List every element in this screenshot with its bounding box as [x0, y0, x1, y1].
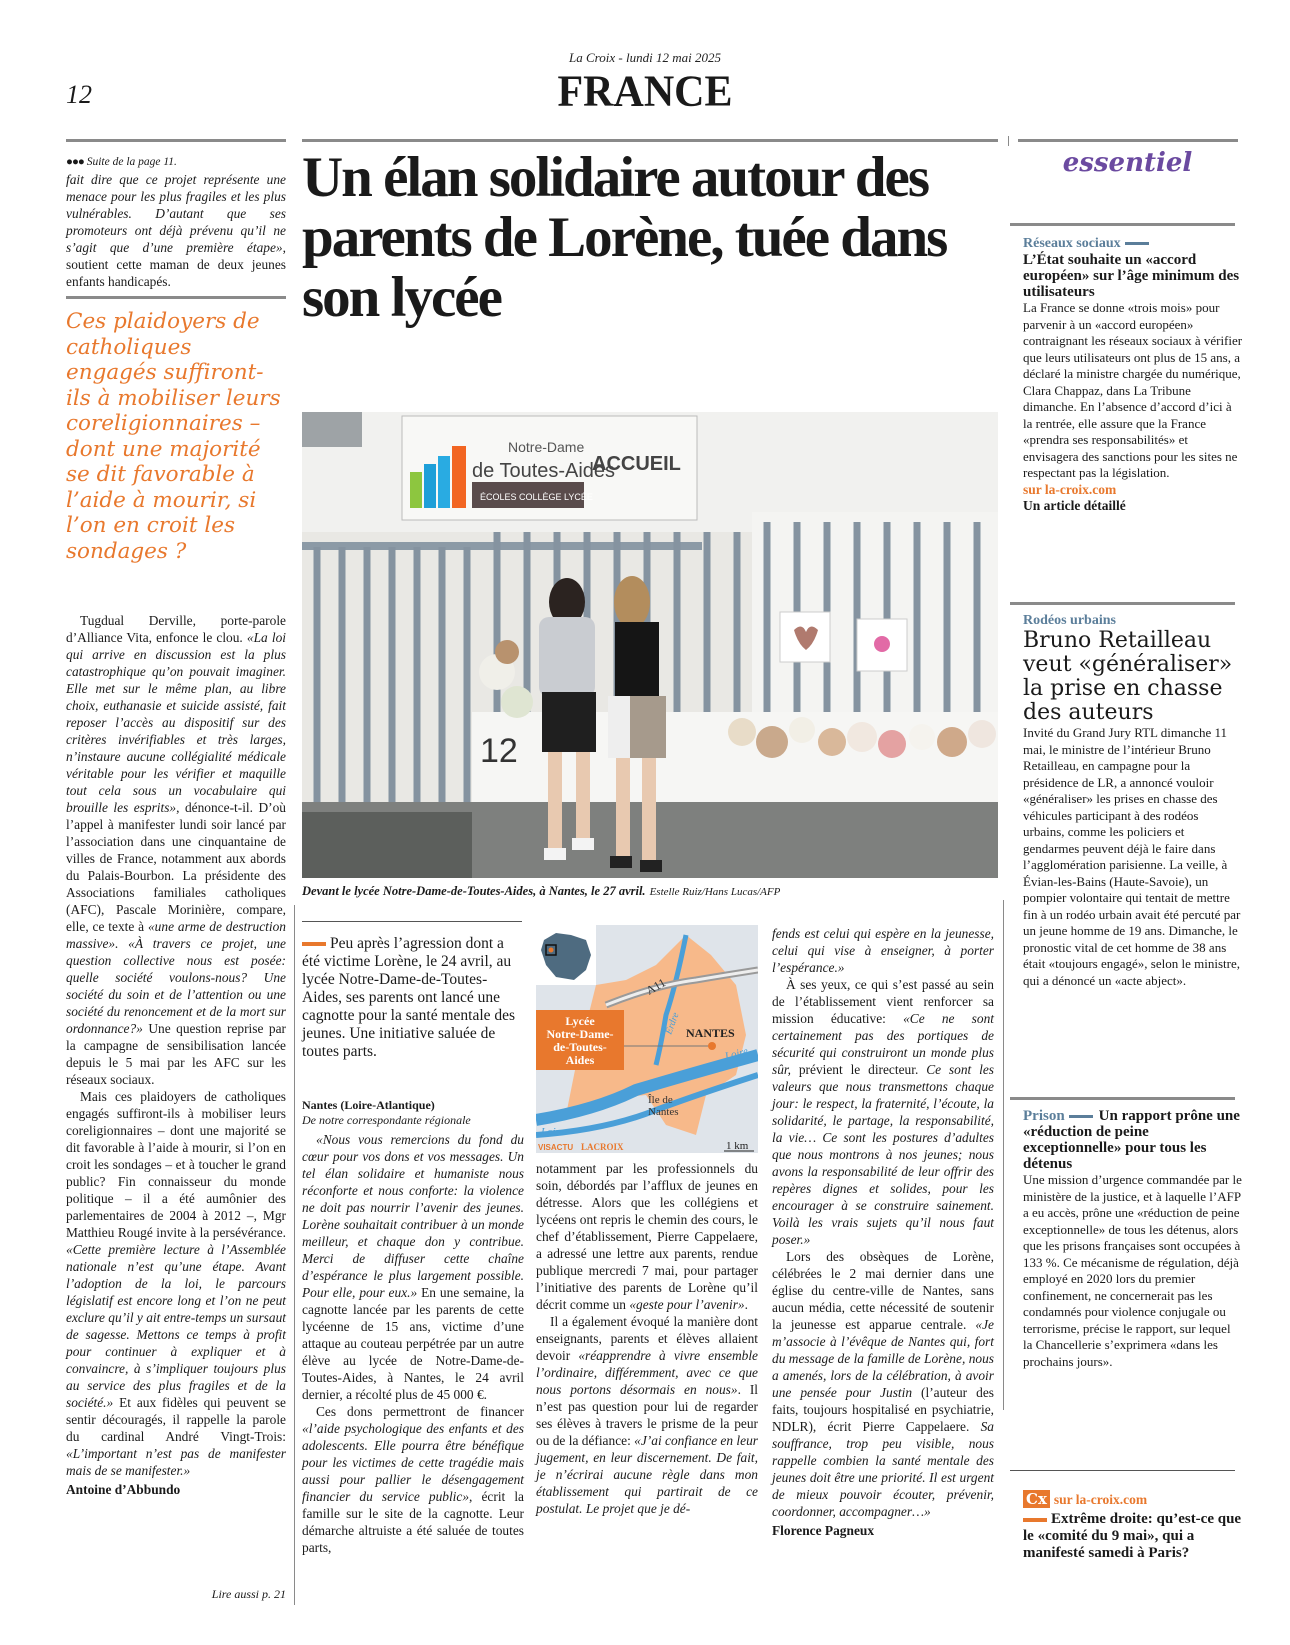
- body-paragraph: «Nous vous remercions du fond du cœur pour vos dons et vos messages. Un tel élan solidaire et humaniste nous réconforte et nous conforte: la violence ne doit pas nourrir l’avenir des jeunes. Lorène souhaitait contribuer à un monde meilleur, et chaque don y contribue. Merci de diffuser cette chaîne d’espérance le plus largement possible. Pour elle, pour eux.» En une semaine, la cagnotte lancée par les parents de cette lycéenne de 15 ans, victime d’une attaque au couteau perpétrée par un autre élève au lycée de Notre-Dame-de-Toutes-Aides, à Nantes, le 24 avril dernier, a récolté plus de 45 000 €.: [302, 1132, 525, 1402]
- divider: [1018, 139, 1238, 142]
- column-divider: [1003, 900, 1004, 1410]
- brief-title: L’État souhaite un «accord européen» sur l’âge minimum des utilisateurs: [1023, 252, 1240, 300]
- la-croix-logo-icon: Cx: [1023, 1490, 1050, 1508]
- author-signature: Antoine d’Abbundo: [66, 1482, 181, 1497]
- correspondent-label: De notre correspondante régionale: [302, 1113, 471, 1127]
- nantes-map: [536, 925, 758, 1153]
- article-column-2: [536, 1160, 758, 1517]
- svg-text:Île de: Île de: [648, 1094, 673, 1106]
- divider: [302, 139, 998, 142]
- dash-icon: [1125, 242, 1149, 245]
- brief-kicker: Rodéos urbains: [1023, 613, 1116, 628]
- detailed-article-link[interactable]: Un article détaillé: [1023, 497, 1126, 513]
- svg-text:Aides: Aides: [565, 1053, 595, 1067]
- divider: [1010, 1470, 1235, 1471]
- article-column-1: [302, 1131, 524, 1556]
- body-paragraph: Tugdual Derville, porte-parole d’Alliance Vita, enfonce le clou. «La loi qui arrive en discussion est la plus catastrophique qu’on pouvait imaginer. Elle met sur le même plan, au libre choix, euthanasie et suicide assisté, fait reposer l’accès au dispositif sur des critères invérifiables et très larges, n’instaure aucune collégialité médicale véritable pour les vérifier et maquille tout cela sous un vocabulaire qui brouille les esprits», dénonce-t-il. D’où l’appel à manifester lundi soir lancé par l’association dans une cinquantaine de villes de France, notamment aux abords du Palais-Bourbon. La présidente des Associations familiales catholiques (AFC), Pascale Morinière, compare, elle, ce texte à «une arme de destruction massive». «À travers ce projet, une question collective nous est posée: quelle société voulons-nous? Une société du soin et de l’attention ou une société du renoncement et de la mort sur ordonnance?» Une question reprise par la campagne de sensibilisation lancée depuis le 5 mai par les AFC sur les réseaux sociaux.: [66, 613, 287, 1087]
- body-paragraph: Il a également évoqué la manière dont enseignants, parents et élèves allaient devoir «réapprendre à vivre ensemble l’ordinaire, différemment, avec ce que nous portons désormais en nous». Il n’est pas question pour lui de regarder ses élèves à travers le prisme de la peur ou de la défiance: «J’ai confiance en leur jugement, en leur discernement. De fait, je n’écrirai aucune règle dans mon établissement qui partirait de ce postulat. Le projet que je dé-: [536, 1314, 759, 1516]
- svg-text:ÉCOLES COLLÈGE LYCÉE: ÉCOLES COLLÈGE LYCÉE: [480, 492, 593, 502]
- locator-map: [536, 925, 758, 1153]
- svg-text:Loire: Loire: [723, 1045, 750, 1063]
- continuation-text: fait dire que ce projet représente une menace pour les plus fragiles et les plus vulnérables. D’autant que ses promoteurs ont déjà prévenu qu’il ne s’agit que d’une première étape», soutient cette maman de deux jeunes enfants handicapés.: [66, 172, 286, 289]
- dash-icon: [1069, 1115, 1093, 1118]
- masthead-date: La Croix - lundi 12 mai 2025: [569, 50, 721, 65]
- photo-illustration: [302, 412, 998, 878]
- left-column: [66, 154, 286, 1498]
- svg-text:Notre-Dame-: Notre-Dame-: [546, 1027, 614, 1041]
- svg-text:ACCUEIL: ACCUEIL: [592, 453, 681, 475]
- brief-kicker: Réseaux sociaux: [1023, 236, 1243, 252]
- body-paragraph: Lors des obsèques de Lorène, célébrées le 2 mai dernier dans une église du centre-ville de Nantes, sans aucun média, cette nécessité de soutenir la jeunesse est apparue centrale. «Je m’associe à l’évêque de Nantes qui, fort du message de la famille de Lorène, nous a amenés, lors de la célébration, à avoir une pensée pour Justin (l’auteur des faits, toujours hospitalisé en psychiatrie, NDLR), écrit Pierre Cappelaere. Sa souffrance, trop peu visible, nous rappelle combien la santé mentale des jeunes doit être une priorité. Il est urgent de mieux pouvoir écouter, prévenir, coordonner, accompagner…»: [772, 1249, 994, 1519]
- svg-text:Notre-Dame: Notre-Dame: [508, 439, 585, 455]
- divider: [66, 139, 286, 142]
- continuation-label: ●●● Suite de la page 11.: [66, 156, 177, 168]
- promo-title[interactable]: Extrême droite: qu’est-ce que le «comité du 9 mai», qui a manifesté samedi à Paris?: [1023, 1511, 1242, 1561]
- dateline-block: [302, 1098, 522, 1128]
- svg-text:Nantes: Nantes: [648, 1106, 679, 1118]
- svg-text:12: 12: [480, 732, 518, 770]
- svg-text:1 km: 1 km: [726, 1140, 749, 1152]
- promo-header: [1023, 1490, 1243, 1509]
- dateline: Nantes (Loire-Atlantique): [302, 1098, 435, 1112]
- photo-caption: [302, 884, 1002, 899]
- body-paragraph: fends est celui qui espère en la jeunesse, celui qui vise à enseigner, à porter l’espérance.»: [772, 926, 994, 975]
- brief-body: Une mission d’urgence commandée par le ministère de la justice, et à laquelle l’AFP a eu accès, prône une «réduction de peine exceptionnelle» de tous les détenus, alors que les prisons françaises sont occupées à 133 %. Ce mécanisme de régulation, déjà employé en 2020 lors du premier confinement, ne concernerait pas les condamnés pour violence conjugale ou terrorisme, précise le rapport, sur lequel la Chancellerie s’exprimera «dans les prochains jours».: [1023, 1172, 1242, 1369]
- brief-body: La France se donne «trois mois» pour parvenir à un «accord européen» contraignant les réseaux sociaux à vérifier que leurs utilisateurs ont plus de 15 ans, a déclaré la ministre chargée du numérique, Clara Chappaz, dans La Tribune dimanche. En l’absence d’accord d’ici à la rentrée, elle assure que la France «prendra ses responsabilités» et envisagera des sanctions pour les sites ne respectant pas la législation.: [1023, 300, 1243, 480]
- divider: [66, 296, 286, 299]
- article-photo: [302, 412, 998, 878]
- svg-text:de-Toutes-: de-Toutes-: [553, 1040, 607, 1054]
- caption-text: Devant le lycée Notre-Dame-de-Toutes-Aides, à Nantes, le 27 avril.: [302, 884, 646, 898]
- article-headline: Un élan solidaire autour des parents de Lorène, tuée dans son lycée: [302, 146, 947, 329]
- see-also-link[interactable]: Lire aussi p. 21: [211, 1587, 286, 1601]
- brief-body: Invité du Grand Jury RTL dimanche 11 mai, le ministre de l’intérieur Bruno Retailleau, en campagne pour la présidence de LR, a annoncé vouloir «généraliser» les prises en chasse des véhicules participant à des rodéos urbains, comme les policiers et gendarmes peuvent déjà le faire dans l’agglomération parisienne. La veille, à Évian-les-Bains (Haute-Savoie), un pompier volontaire qui tentait de mettre fin à un rodéo urbain avait été percuté par un jeune homme de 19 ans. Dimanche, le pronostic vital de cet homme de 38 ans était «toujours engagé», selon le ministre, qui a dénoncé un «acte abject».: [1023, 725, 1241, 988]
- orange-dash-icon: [1023, 1518, 1047, 1522]
- svg-text:Lycée: Lycée: [565, 1014, 595, 1028]
- divider: [1010, 602, 1235, 605]
- svg-text:NANTES: NANTES: [686, 1026, 735, 1040]
- svg-text:A11: A11: [643, 975, 669, 998]
- svg-text:Erdre: Erdre: [663, 1011, 682, 1037]
- body-paragraph: Mais ces plaidoyers de catholiques engagés suffiront-ils à mobiliser leurs coreligionnaires – dont une majorité se dit favorable à l’aide à mourir, si l’on en croit les sondages – et à toucher le grand public? Fin connaisseur du monde politique – il a été aumônier des parlementaires de 2004 à 2012 –, Mgr Matthieu Rougé invite à la persévérance. «Cette première lecture à l’Assemblée nationale n’est qu’une étape. Avant l’adoption de la loi, le parcours législatif est encore long et l’on ne peut exclure qu’il y ait entre-temps un sursaut de sagesse. Mettons ce temps à profit pour continuer à expliquer et à convaincre, à s’impliquer toujours plus au service des plus fragiles et de la société.» Et aux fidèles qui peuvent se sentir découragés, il rappelle la parole du cardinal André Vingt-Trois: «L’important n’est pas de manifester mais de se manifester.»: [66, 1089, 286, 1478]
- article-column-3: [772, 925, 994, 1539]
- pull-quote: Ces plaidoyers de catholiques engagés suffiront-ils à mobiliser leurs coreligionnaires – dont une majorité se dit favorable à l’aide à mourir, si l’on en croit les sondages ?: [66, 309, 281, 564]
- article-lead: Peu après l’agression dont a été victime Lorène, le 24 avril, au lycée Notre-Dame-de-Toutes-Aides, ses parents ont lancé une cagnotte pour la santé mentale des jeunes. Une initiative saluée de toutes parts.: [302, 935, 516, 1060]
- section-title: FRANCE: [557, 67, 733, 117]
- brief-urban-rodeos: [1023, 613, 1243, 989]
- page-number: 12: [66, 80, 92, 109]
- continuation-dots-icon: ●●●: [66, 156, 84, 168]
- divider: [1008, 136, 1009, 146]
- body-paragraph: notamment par les professionnels du soin, débordés par l’afflux de jeunes en détresse. Alors que les collégiens et lycéens ont repris le chemin des cours, le chef d’établissement, Pierre Cappelaere, a adressé une lettre aux parents, rendue publique mercredi 7 mai, pour partager l’initiative des parents de Lorène qu’il décrit comme un «geste pour l’avenir».: [536, 1161, 758, 1312]
- brief-title: Bruno Retailleau veut «généraliser» la prise en chasse des auteurs: [1023, 628, 1233, 725]
- column-divider: [294, 905, 295, 1605]
- photo-credit: Estelle Ruiz/Hans Lucas/AFP: [649, 886, 781, 898]
- body-paragraph: À ses yeux, ce qui s’est passé au sein de l’établissement vient renforcer sa mission éducative: «Ce ne sont certainement pas des portiques de sécurité qui construiront un monde plus sûr, prévient le directeur. Ce sont les valeurs que nous transmettons chaque jour: le respect, la fraternité, l’écoute, la solidarité, le partage, la responsabilité, la vie… Ce sont les postures d’adultes que nous montrons à nos jeunes; nous avons la responsabilité de leur offrir des repères dignes et solides, pour les encourager à se construire sainement. Voilà les vrais sujets qu’il nous faut poser.»: [772, 977, 994, 1247]
- svg-text:Loire: Loire: [541, 1126, 565, 1138]
- web-promo[interactable]: [1023, 1490, 1243, 1562]
- divider: [1010, 1097, 1235, 1100]
- sidebar-title: essentiel: [1062, 148, 1193, 178]
- svg-text:VISACTU: VISACTU: [538, 1143, 574, 1152]
- divider: [302, 921, 522, 922]
- la-croix-link[interactable]: sur la-croix.com: [1053, 1492, 1148, 1507]
- svg-text:de Toutes-Aides: de Toutes-Aides: [472, 460, 616, 482]
- divider: [1010, 223, 1235, 226]
- brief-title: Prison Un rapport prône une «réduction de peine exceptionnelle» pour tous les détenus: [1023, 1108, 1240, 1172]
- orange-dash-icon: [302, 942, 326, 946]
- la-croix-link[interactable]: sur la-croix.com: [1023, 481, 1117, 497]
- brief-prison: [1023, 1108, 1243, 1370]
- author-signature: Florence Pagneux: [772, 1523, 875, 1538]
- brief-kicker: Prison: [1023, 1108, 1065, 1124]
- body-paragraph: Ces dons permettront de financer «l’aide psychologique des enfants et des adolescents. Elle pourra être bénéfique pour les victimes de cette tragédie mais aussi pour pallier le désengagement financier du service public», écrit la famille sur le site de la cagnotte. Leur démarche altruiste a été saluée de toutes parts,: [302, 1404, 524, 1555]
- brief-social-networks: [1023, 236, 1243, 514]
- svg-text:LACROIX: LACROIX: [581, 1142, 624, 1152]
